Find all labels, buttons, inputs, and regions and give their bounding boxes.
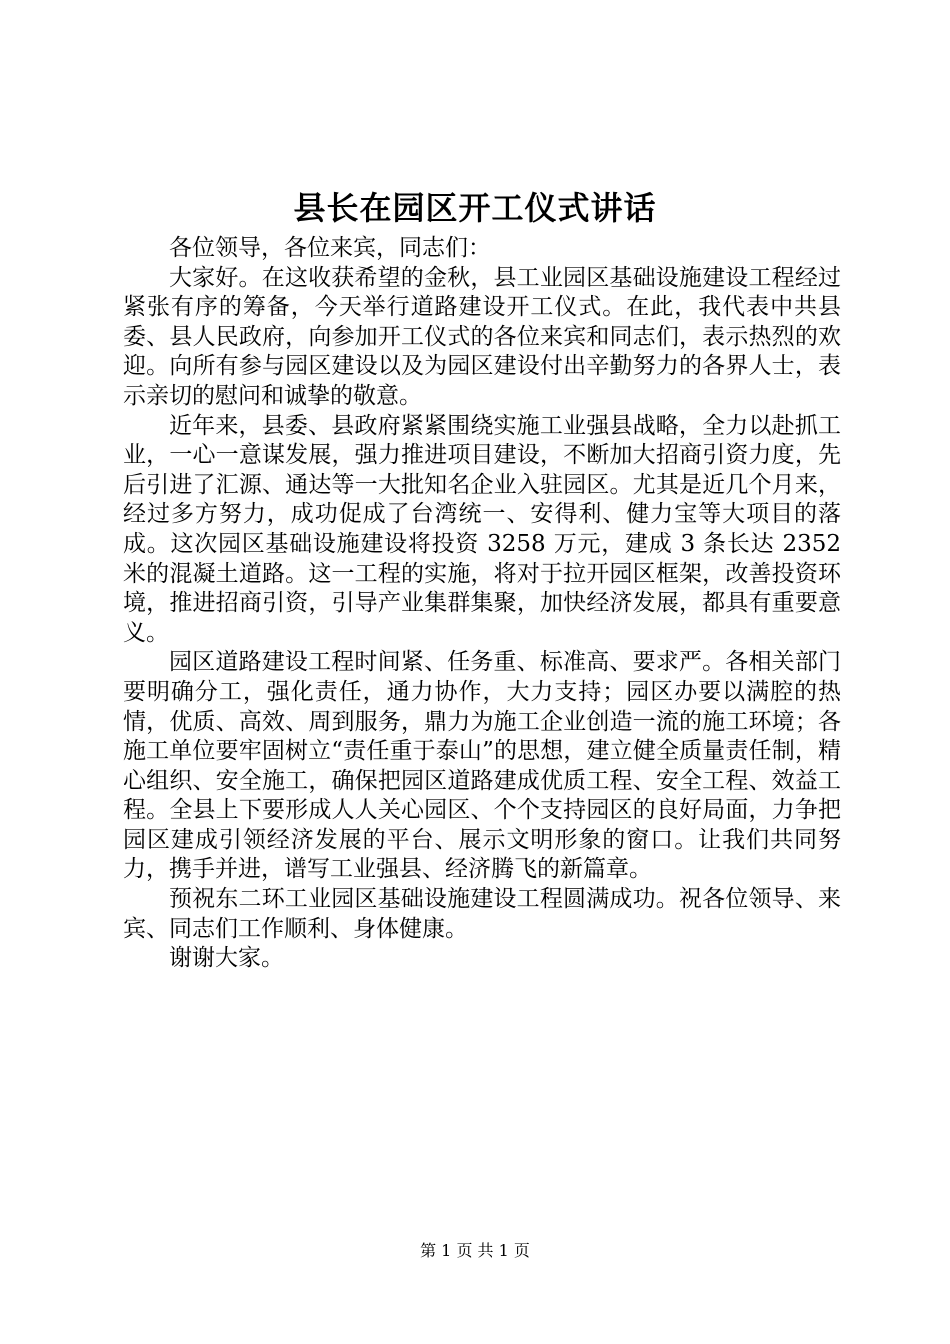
wishes-paragraph: 预祝东二环工业园区基础设施建设工程圆满成功。祝各位领导、来宾、同志们工作顺利、身体健康。 [123, 886, 841, 942]
document-body [123, 234, 841, 974]
page-footer: 第 1 页 共 1 页 [420, 1241, 530, 1260]
closing-paragraph: 谢谢大家。 [169, 945, 284, 972]
opening-paragraph: 大家好。在这收获希望的金秋，县工业园区基础设施建设工程经过紧张有序的筹备，今天举行道路建设开工仪式。在此，我代表中共县委、县人民政府，向参加开工仪式的各位来宾和同志们，表示热烈的欢迎。向所有参与园区建设以及为园区建设付出辛勤努力的各界人士，表示亲切的慰问和诚挚的敬意。 [123, 264, 841, 409]
salutation-paragraph: 各位领导，各位来宾，同志们： [169, 235, 491, 261]
document-title: 县长在园区开工仪式讲话 [293, 189, 657, 227]
background-paragraph: 近年来，县委、县政府紧紧围绕实施工业强县战略，全力以赴抓工业，一心一意谋发展，强力推进项目建设，不断加大招商引资力度，先后引进了汇源、通达等一大批知名企业入驻园区。尤其是近几个月来，经过多方努力，成功促成了台湾统一、安得利、健力宝等大项目的落成。这次园区基础设施建设将投资 3258 万元，建成 3 条长达 2352 米的混凝土道路。这一工程的实施，将对于拉开园区框架，改善投资环境，推进招商引资，引导产业集群集聚，加快经济发展，都具有重要意义。 [123, 412, 841, 646]
requirements-paragraph: 园区道路建设工程时间紧、任务重、标准高、要求严。各相关部门要明确分工，强化责任，通力协作，大力支持；园区办要以满腔的热情，优质、高效、周到服务，鼎力为施工企业创造一流的施工环境；各施工单位要牢固树立“责任重于泰山”的思想，建立健全质量责任制，精心组织、安全施工，确保把园区道路建成优质工程、安全工程、效益工程。全县上下要形成人人关心园区、个个支持园区的良好局面，力争把园区建成引领经济发展的平台、展示文明形象的窗口。让我们共同努力，携手并进，谱写工业强县、经济腾飞的新篇章。 [123, 649, 841, 883]
